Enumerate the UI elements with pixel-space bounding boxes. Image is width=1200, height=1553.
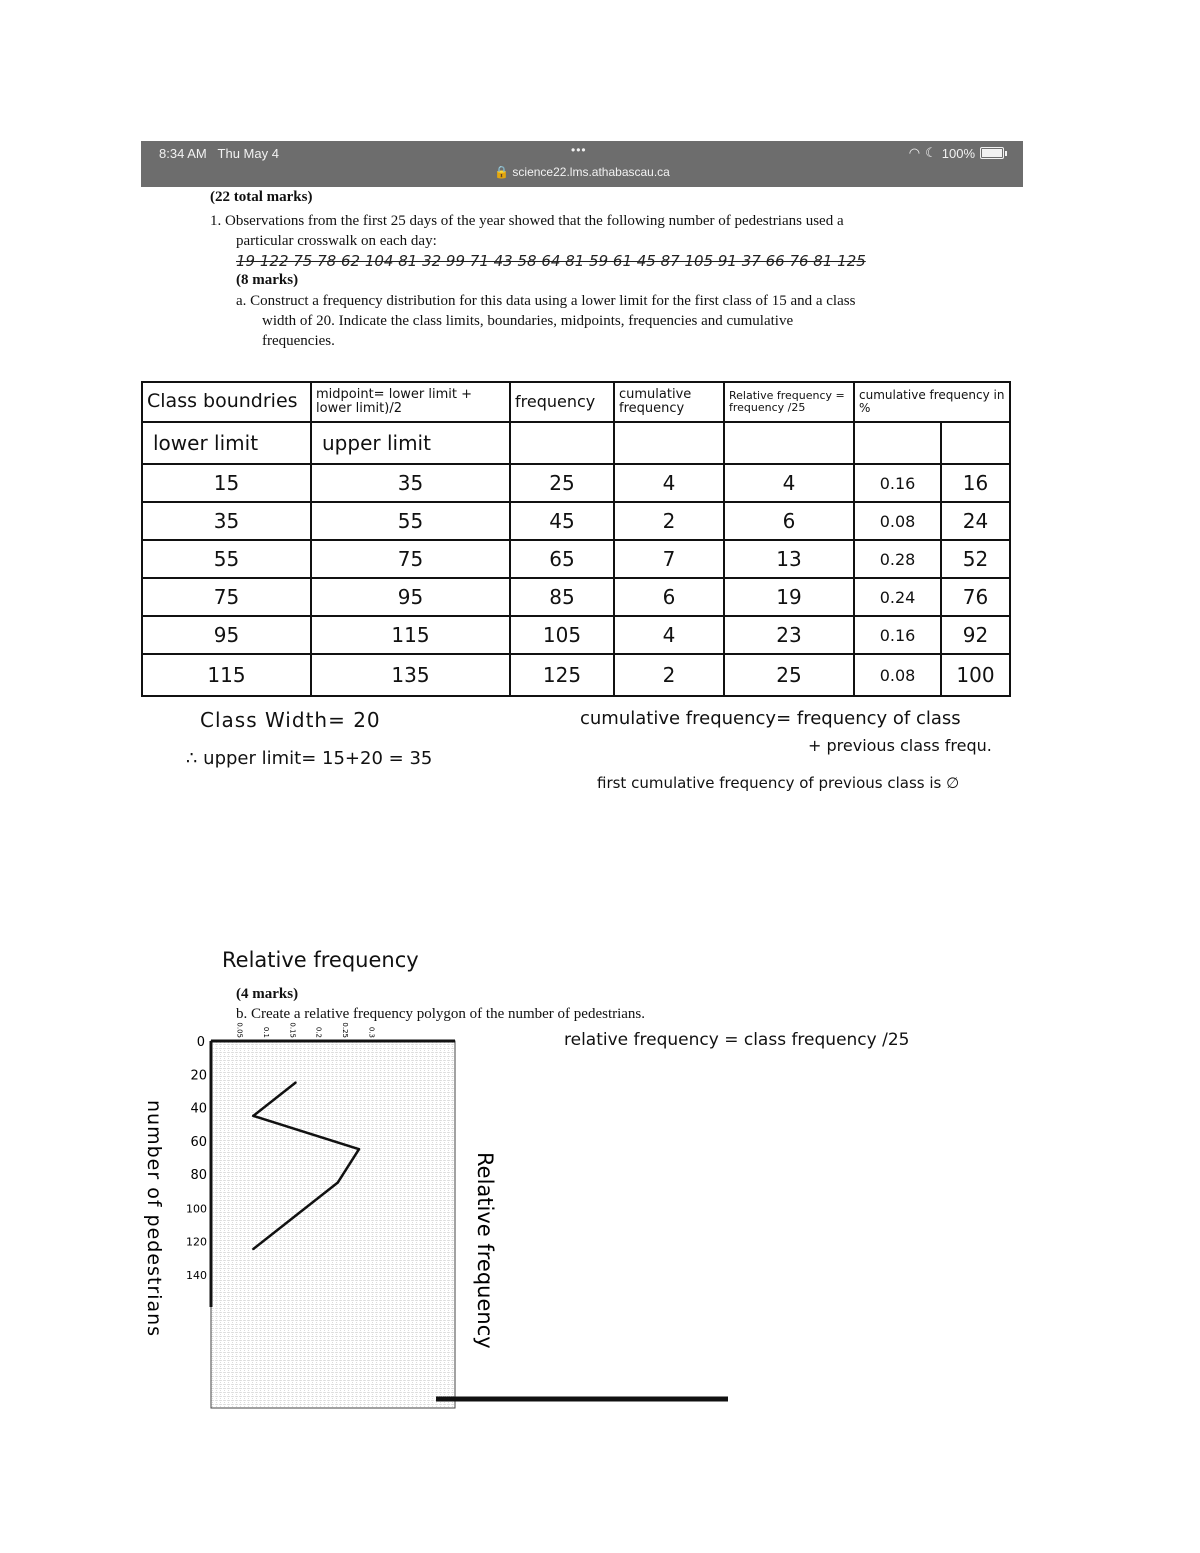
cell-percent: 100 — [941, 654, 1010, 696]
y-tick-label: 20 — [190, 1068, 207, 1084]
cell-relative: 0.16 — [854, 464, 941, 502]
relative-frequency-formula: relative frequency = class frequency /25 — [564, 1030, 910, 1050]
cell-relative: 0.24 — [854, 578, 941, 616]
cell-cumulative: 23 — [724, 616, 854, 654]
data-point — [337, 1181, 339, 1183]
chart-grid-area — [211, 1041, 455, 1408]
cell-lower: 75 — [142, 578, 311, 616]
cell-percent: 76 — [941, 578, 1010, 616]
x-axis-label: Relative frequency — [473, 1152, 497, 1349]
cell-midpoint: 105 — [510, 616, 614, 654]
multitask-dots[interactable]: ••• — [571, 143, 587, 157]
relative-frequency-heading: Relative frequency — [222, 948, 419, 972]
header-cumulative-percent: cumulative frequency in % — [854, 382, 1010, 422]
header-midpoint: midpoint= lower limit + lower limit)/2 — [311, 382, 510, 422]
cell-upper: 35 — [311, 464, 510, 502]
cell-frequency: 7 — [614, 540, 724, 578]
cell-relative: 0.08 — [854, 654, 941, 696]
cell-midpoint: 65 — [510, 540, 614, 578]
cell-cumulative: 25 — [724, 654, 854, 696]
question-line-1: 1. Observations from the first 25 days of the year showed that the following number of pedestrians used a — [210, 213, 844, 229]
cell-percent: 24 — [941, 502, 1010, 540]
x-tick-label: 0.15 — [288, 1022, 297, 1038]
data-point — [358, 1148, 360, 1150]
y-tick-label: 40 — [190, 1101, 207, 1117]
status-time: 8:34 AM Thu May 4 — [159, 146, 279, 161]
cell-lower: 95 — [142, 616, 311, 654]
y-tick-label: 140 — [186, 1269, 207, 1282]
y-tick-label: 120 — [186, 1235, 207, 1249]
subheader-lower-limit: lower limit — [142, 422, 311, 464]
cell-lower: 115 — [142, 654, 311, 696]
cell-percent: 52 — [941, 540, 1010, 578]
lock-icon: 🔒 — [494, 165, 510, 179]
cell-midpoint: 125 — [510, 654, 614, 696]
cell-midpoint: 25 — [510, 464, 614, 502]
upper-limit-note: ∴ upper limit= 15+20 = 35 — [186, 748, 433, 769]
crossed-data-values: 19 122 75 78 62 104 81 32 99 71 43 58 64 81 59 61 45 87 105 91 37 66 76 81 125 — [236, 252, 866, 270]
cumulative-definition-1: cumulative frequency= frequency of class — [580, 708, 961, 729]
battery-percent: 100% — [941, 145, 975, 161]
total-marks: (22 total marks) — [210, 189, 313, 205]
class-width-note: Class Width= 20 — [200, 708, 381, 732]
data-point — [294, 1215, 296, 1217]
cell-upper: 135 — [311, 654, 510, 696]
x-tick-label: 0.2 — [314, 1026, 323, 1038]
part-b-instruction: b. Create a relative frequency polygon of the number of pedestrians. — [236, 1006, 646, 1022]
cell-frequency: 2 — [614, 654, 724, 696]
first-cumulative-note: first cumulative frequency of previous class is ∅ — [597, 774, 960, 792]
cell-frequency: 4 — [614, 616, 724, 654]
cell-cumulative: 6 — [724, 502, 854, 540]
cell-frequency: 2 — [614, 502, 724, 540]
marks-b: (4 marks) — [236, 986, 299, 1002]
header-relative-frequency: Relative frequency = frequency /25 — [724, 382, 854, 422]
cell-upper: 55 — [311, 502, 510, 540]
wifi-icon: ◠ — [908, 145, 921, 160]
cell-upper: 95 — [311, 578, 510, 616]
question-line-2: particular crosswalk on each day: — [236, 233, 437, 249]
cell-midpoint: 45 — [510, 502, 614, 540]
data-point — [252, 1115, 254, 1117]
cell-cumulative: 4 — [724, 464, 854, 502]
cell-upper: 115 — [311, 616, 510, 654]
cell-lower: 55 — [142, 540, 311, 578]
cell-relative: 0.28 — [854, 540, 941, 578]
cell-relative: 0.16 — [854, 616, 941, 654]
header-frequency: frequency — [510, 382, 614, 422]
y-axis-label: number of pedestrians — [143, 1100, 165, 1338]
cumulative-definition-2: + previous class frequ. — [808, 736, 992, 755]
subheader-upper-limit: upper limit — [311, 422, 510, 464]
x-tick-label: 0.25 — [341, 1022, 350, 1038]
data-point — [252, 1248, 254, 1250]
url-bar[interactable]: 🔒 science22.lms.athabascau.ca — [494, 165, 670, 179]
y-tick-label: 80 — [190, 1168, 207, 1184]
cell-relative: 0.08 — [854, 502, 941, 540]
cell-frequency: 6 — [614, 578, 724, 616]
y-tick-label: 100 — [186, 1202, 207, 1216]
data-point — [294, 1081, 296, 1083]
part-a-line-2: width of 20. Indicate the class limits, boundaries, midpoints, frequencies and cumulative — [262, 313, 794, 329]
cell-lower: 35 — [142, 502, 311, 540]
cell-frequency: 4 — [614, 464, 724, 502]
header-cumulative-frequency: cumulative frequency — [614, 382, 724, 422]
moon-icon: ☾ — [925, 145, 937, 160]
x-tick-label: 0.05 — [235, 1022, 244, 1038]
y-tick-label: 0 — [196, 1035, 205, 1050]
cell-lower: 15 — [142, 464, 311, 502]
part-a-line-3: frequencies. — [262, 333, 335, 349]
cell-midpoint: 85 — [510, 578, 614, 616]
cell-cumulative: 19 — [724, 578, 854, 616]
cell-percent: 92 — [941, 616, 1010, 654]
cell-upper: 75 — [311, 540, 510, 578]
x-tick-label: 0.1 — [261, 1026, 270, 1038]
cell-percent: 16 — [941, 464, 1010, 502]
y-tick-label: 60 — [190, 1134, 207, 1150]
marks-a: (8 marks) — [236, 272, 299, 288]
cell-cumulative: 13 — [724, 540, 854, 578]
x-tick-label: 0.3 — [367, 1026, 376, 1038]
header-class-boundaries: Class boundries — [142, 382, 311, 422]
part-a-line-1: a. Construct a frequency distribution for this data using a lower limit for the first class of 15 and a class — [236, 293, 856, 309]
